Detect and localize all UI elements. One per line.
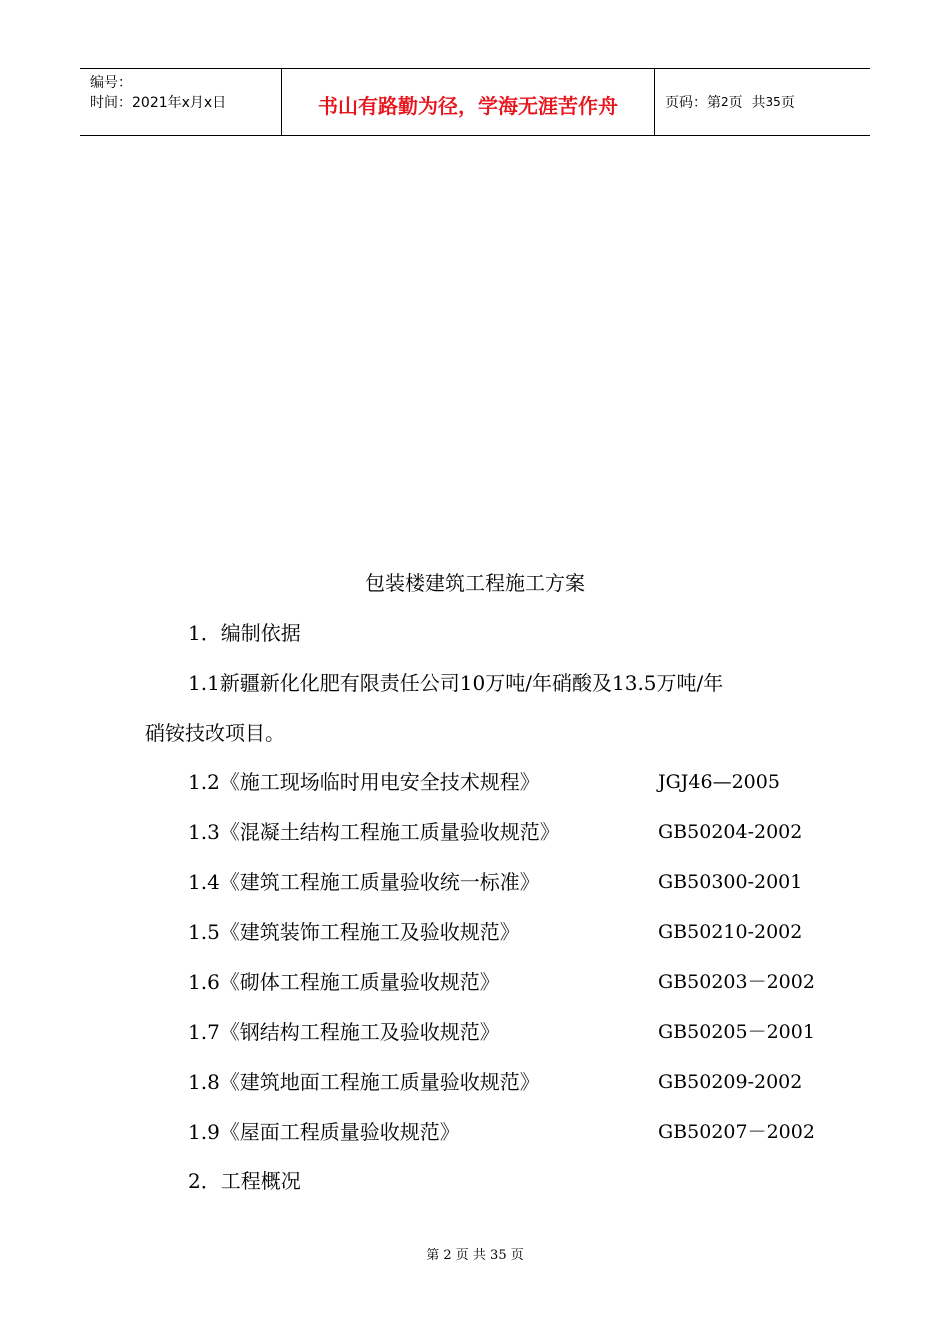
page-current: 2	[721, 95, 729, 109]
standard-name: 1.8《建筑地面工程施工质量验收规范》	[188, 1070, 540, 1094]
motto-text: 书山有路勤为径，学海无涯苦作舟	[318, 93, 618, 118]
section-heading-1: 1．编制依据	[188, 621, 301, 645]
standard-code: GB50210-2002	[658, 921, 803, 943]
page-total: 35	[765, 95, 781, 109]
standard-name: 1.5《建筑装饰工程施工及验收规范》	[188, 920, 520, 944]
standard-name: 1.3《混凝土结构工程施工质量验收规范》	[188, 820, 560, 844]
standard-name: 1.7《钢结构工程施工及验收规范》	[188, 1020, 500, 1044]
standard-code: GB50300-2001	[658, 871, 803, 893]
standard-code: GB50205－2001	[658, 1021, 815, 1043]
number-label: 编号：	[90, 75, 132, 91]
page-footer: 第 2 页 共 35 页	[426, 1248, 524, 1263]
page-label: 页码：第	[665, 95, 721, 111]
time-label: 时间：2021年x月x日	[90, 95, 227, 111]
page-header	[80, 68, 870, 136]
header-motto-cell	[282, 69, 655, 135]
section-heading-2: 2．工程概况	[188, 1169, 301, 1193]
item-1-1-line2: 硝铵技改项目。	[145, 721, 285, 745]
standard-code: JGJ46—2005	[658, 771, 780, 793]
standard-code: GB50207－2002	[658, 1121, 815, 1143]
standard-name: 1.9《屋面工程质量验收规范》	[188, 1120, 460, 1144]
item-1-1-line1: 1.1新疆新化化肥有限责任公司10万吨/年硝酸及13.5万吨/年	[188, 671, 724, 695]
standard-name: 1.2《施工现场临时用电安全技术规程》	[188, 770, 540, 794]
standard-name: 1.4《建筑工程施工质量验收统一标准》	[188, 870, 540, 894]
document-title: 包装楼建筑工程施工方案	[365, 571, 585, 595]
header-meta-cell	[80, 69, 282, 135]
header-page-cell	[655, 69, 870, 135]
standard-code: GB50209-2002	[658, 1071, 803, 1093]
standard-name: 1.6《砌体工程施工质量验收规范》	[188, 970, 500, 994]
standard-code: GB50203－2002	[658, 971, 815, 993]
page-mid-label: 页 共	[728, 95, 766, 111]
page-end-label: 页	[780, 95, 795, 111]
standard-code: GB50204-2002	[658, 821, 803, 843]
